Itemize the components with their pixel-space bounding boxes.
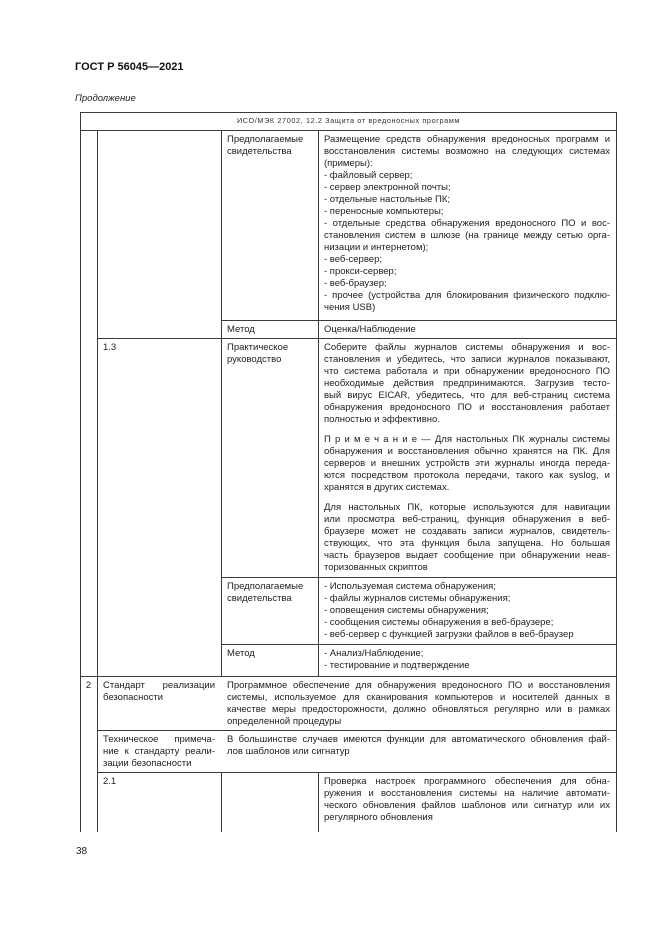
paragraph — [324, 581, 610, 593]
text-line: Техническое примеча- — [103, 734, 215, 745]
text-line: - прочее (устройства для блокирования физического подклю- — [324, 290, 610, 301]
text-line: становления и убедитесь, что записи журналов показывают, — [324, 354, 610, 365]
paragraph — [324, 218, 610, 254]
paragraph — [324, 170, 610, 182]
paragraph — [324, 629, 610, 641]
paragraph — [324, 278, 610, 290]
paragraph — [324, 206, 610, 218]
text-line: обнаружения и восстановления обычно хранятся на ПК. Для — [324, 446, 610, 457]
paragraph — [324, 254, 610, 266]
text-line: серверов и внешних устройств эти журналы иногда переда- — [324, 458, 610, 469]
text-line: вый вирус EICAR, убедитесь, что для веб-страниц система — [324, 390, 610, 401]
table-border — [80, 112, 81, 832]
text-line: - Используемая система обнаружения; — [324, 581, 496, 592]
text-line: - веб-браузер; — [324, 278, 387, 289]
text-line: зации безопасности — [103, 758, 192, 769]
text-line: регулярного обновления — [324, 812, 433, 823]
text-line: (примеры): — [324, 158, 373, 169]
text-line: - отдельные средства обнаружения вредоносного ПО и вос- — [324, 218, 610, 229]
text-line: - оповещения системы обнаружения; — [324, 605, 489, 616]
paragraph — [324, 593, 610, 605]
method-text — [324, 324, 610, 336]
text-line: низации и интернетом); — [324, 242, 429, 253]
paragraph — [324, 266, 610, 278]
paragraph — [324, 605, 610, 617]
text-line: ствующих, что эта функция была запущена. Но большая — [324, 538, 610, 549]
text-line: П р и м е ч а н и е — Для настольных ПК журналы системы — [324, 434, 610, 445]
text-line: - веб-сервер с функцией загрузки файлов в веб-браузер — [324, 629, 574, 640]
paragraph — [227, 734, 610, 758]
row-divider — [221, 320, 617, 321]
technical-note-label — [103, 734, 215, 770]
column-divider — [97, 130, 98, 832]
table-caption: ИСО/МЭК 27002, 12.2 Защита от вредоносных программ — [236, 116, 461, 125]
text-line: Для настольных ПК, которые используются для навигации — [324, 502, 610, 513]
text-line: обнаружения вредоносного ПО и восстановления работает — [324, 402, 610, 413]
paragraph — [324, 502, 610, 574]
method-text — [324, 648, 610, 672]
text-line: хранятся в других системах. — [324, 482, 450, 493]
text-line: - сообщения системы обнаружения в веб-браузере; — [324, 617, 554, 628]
text-line: определенной процедуры — [227, 716, 342, 727]
technical-note-text — [227, 734, 610, 758]
text-line: - файлы журналов системы обнаружения; — [324, 593, 511, 604]
text-line: системы, используемое для сканирования компьютеров и носителей данных в — [227, 692, 610, 703]
text-line: - веб-сервер; — [324, 254, 382, 265]
paragraph — [324, 324, 610, 336]
paragraph — [324, 194, 610, 206]
evidence-list — [324, 134, 610, 314]
row-label-evidence: Предполагаемые свидетельства — [227, 134, 304, 157]
paragraph — [324, 648, 610, 660]
paragraph — [324, 134, 610, 170]
document-id: ГОСТ Р 56045—2021 — [75, 61, 184, 73]
clause-number: 2.1 — [103, 776, 117, 787]
clause-number: 1.3 — [103, 342, 117, 353]
text-line: что система работала и при обнаружении вредоносного ПО — [324, 366, 610, 377]
text-line: часть браузеров выдает сообщение при обнаружении неав- — [324, 550, 610, 561]
text-line: - переносные компьютеры; — [324, 206, 444, 217]
paragraph — [324, 617, 610, 629]
row-divider — [80, 676, 617, 677]
text-line: браузере может не создавать записи журналов, свидетель- — [324, 526, 610, 537]
row-divider — [221, 577, 617, 578]
text-line: полностью и эффективно. — [324, 414, 440, 425]
row-label-method: Метод — [227, 324, 255, 335]
paragraph — [103, 680, 215, 704]
paragraph — [227, 680, 610, 728]
paragraph — [324, 434, 610, 494]
text-line: ружения и восстановления системы на наличие автомати- — [324, 788, 610, 799]
text-line: восстановления системы возможно на следующих системах — [324, 146, 610, 157]
page-number: 38 — [76, 846, 88, 857]
text-line: Соберите файлы журналов системы обнаружения и вос- — [324, 342, 610, 353]
text-line: - прокси-сервер; — [324, 266, 397, 277]
row-divider — [97, 730, 617, 731]
text-line: ческого обновления файлов шаблонов или сигнатур или их — [324, 800, 610, 811]
text-line: В большинстве случаев имеются функции для автоматического обновления фай- — [227, 734, 610, 745]
standard-label — [103, 680, 215, 704]
text-line: Проверка настроек программного обеспечения для обна- — [324, 776, 610, 787]
check-text — [324, 776, 610, 824]
row-divider — [97, 338, 617, 339]
text-line: качестве меры предосторожности, должно обновляться регулярно или в рамках — [227, 704, 610, 715]
text-line: необходимые действия предпринимаются. Загрузив тесто- — [324, 378, 610, 389]
row-label-evidence: Предполагаемые свидетельства — [227, 581, 304, 604]
table-border — [616, 112, 617, 832]
text-line: ются посредством протокола передачи, такого как syslog, и — [324, 470, 610, 481]
paragraph — [324, 660, 610, 672]
text-line: - отдельные настольные ПК; — [324, 194, 451, 205]
standard-text — [227, 680, 610, 728]
table-border — [80, 130, 617, 131]
continuation-label: Продолжение — [75, 93, 136, 104]
paragraph — [324, 342, 610, 426]
text-line: торизованных скриптов — [324, 562, 428, 573]
text-line: лов шаблонов или сигнатур — [227, 746, 350, 757]
column-divider — [318, 772, 319, 832]
row-divider — [221, 644, 617, 645]
column-divider — [221, 130, 222, 676]
guidance-text — [324, 342, 610, 574]
paragraph — [324, 290, 610, 314]
column-divider — [318, 130, 319, 676]
text-line: Стандарт реализации — [103, 680, 215, 691]
evidence-list — [324, 581, 610, 641]
paragraph — [324, 182, 610, 194]
text-line: становления систем в шлюзе (на границе между сетью орга- — [324, 230, 610, 241]
row-label-method: Метод — [227, 648, 255, 659]
text-line: ние к стандарту реали- — [103, 746, 215, 757]
row-divider — [97, 772, 617, 773]
text-line: Оценка/Наблюдение — [324, 324, 416, 335]
text-line: Программное обеспечение для обнаружения вредоносного ПО и восстановления — [227, 680, 610, 691]
paragraph — [324, 776, 610, 824]
paragraph — [103, 734, 215, 770]
text-line: Размещение средств обнаружения вредоносных программ и — [324, 134, 610, 145]
text-line: безопасности — [103, 692, 164, 703]
text-line: или просмотра веб-страниц, функция обнаружения в веб- — [324, 514, 610, 525]
text-line: - файловый сервер; — [324, 170, 413, 181]
text-line: чения USB) — [324, 302, 376, 313]
text-line: - Анализ/Наблюдение; — [324, 648, 424, 659]
row-label-guidance: Практическое руководство — [227, 342, 289, 365]
text-line: - тестирование и подтверждение — [324, 660, 470, 671]
column-divider — [221, 772, 222, 832]
text-line: - сервер электронной почты; — [324, 182, 451, 193]
section-number: 2 — [85, 680, 92, 691]
